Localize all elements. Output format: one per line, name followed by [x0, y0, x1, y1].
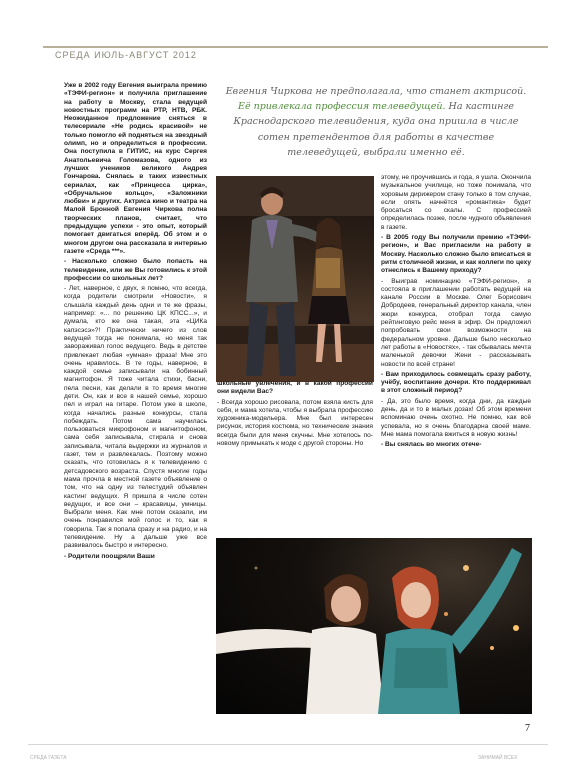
intro-paragraph: Уже в 2002 году Евгения выиграла премию «ТЭФИ-регион» и получила приглашение на работу в Москву, стала ведущей новостных программ на РТР, НТВ, РБК. Неожиданное предложение сняться в телесериале «Не родись красивой» не только помогло ей подняться на звездный олимп, но и определиться в профессии. Она поступила в ГИТИС, на курс Сергея Анатольевича Голомазова, одного из лучших учеников великого Андрея Гончарова. Снялась в таких известных сериалах, как «Принцесса цирка», «Обручальное кольцо», «Заложники любви» и других. Актриса кино и театра на Малой Бронной Евгения Чиркова полна творческих планов, считает, что предыдущие успехи - это опыт, который помогает двигаться вперёд. Об этом и о многом другом она рассказала в интервью газете «Среда ***».	[64, 82, 207, 255]
answer-2: - Всегда хорошо рисовала, потом взяла кисть для себя, и мама хотела, чтобы я выбрала профессию художника-модельера. Мне был интересен рисунок, история костюма, но технические знания всегда были для меня скучны. Мне хотелось по-новому примыкать к моде с другой стороны. Но	[217, 398, 373, 448]
pull-quote-highlight: Её привлекала профессия телеведущей.	[238, 101, 446, 113]
page-number: 7	[525, 723, 530, 734]
question-3: - В 2005 году Вы получили премию «ТЭФИ-регион», и Вас пригласили на работу в Москву. Насколько сложно было вписаться в ритм столичной жизни, и как коллеги по цеху отнеслись к Вашему приходу?	[381, 234, 531, 275]
photo-two-women	[216, 538, 532, 714]
question-2-end: школьные увлечения, и в какой профессии они видели Вас?	[217, 380, 373, 396]
pull-quote-line2: На кастинге Краснодарского телевидения, куда она пришла в числе сотен претендентов для работы в качестве телеведущей, выбрали именно её.	[233, 101, 519, 158]
answer-1: - Лет, наверное, с двух, я помню, что всегда, когда родители смотрели «Новости», я слышала каждый день одни и те же фразы, например: «... по решению ЦК КПСС...», и думала, кто же она такая, эта «ЦИКа капэсэсэ»?! Практически ничего из слов ведущей тогда не понимала, но меня так завораживал голос ведущего. Ведь в детстве привлекает любая «умная» фраза! Мне это очень нравилось. В те годы, наверное, в каждой семье записывали на бобинный магнитофон. Я тоже читала стихи, басни, пела песни, как делали в то время многие дети. Он, как и все в нашей семье, хорошо пел и играл на гитаре. Потом уже в школе, когда начались разные конкурсы, стала побеждать. Потом сама научилась пользоваться микрофоном и магнитофоном, сама себя записывала, стирала и снова записывала, читала выдержки из журналов и газет, тем и развлекалась. Поэтому можно сказать, что готовилась я к телевидению с детсадовского возраста. Спустя многие годы мама прочла в местной газете объявление о том, что на одну из телестудий объявлен кастинг ведущих. Я пришла в числе сотен ведущих, и все они – красавицы, умницы. Выбрали меня. Как мне потом сказали, им очень понравился мой голос и то, как я говорила. Так я попала сразу и на радио, и на телевидение. Ну а дальше уже все развивалось быстро и интересно.	[64, 285, 207, 550]
question-4: - Вам приходилось совмещать сразу работу, учёбу, воспитание дочери. Кто поддерживал в этот сложный период?	[381, 370, 531, 395]
middle-column	[217, 380, 373, 540]
section-header: СРЕДА ИЮЛЬ-АВГУСТ 2012	[55, 50, 197, 60]
question-2-start: - Родители поощряли Ваши	[64, 552, 155, 560]
answer-4: - Да, это было время, когда дни, да каждые день, да и то в малых дозах! Об этом времени вспоминаю очень охотно. Не помню, как всё успевала, но я очень благодарна своей маме. Мне мама помогала вжиться в новую жизнь!	[381, 397, 531, 438]
photo-couple-illustration	[216, 176, 374, 382]
answer-2-end: этому, не проучившись и года, я ушла. Окончила музыкальное училище, но тоже понимала, что хоровым дирижером стану только в том случае, если опять начнётся «романтика» будет бросаться со скалы. С профессией определилась позже, после чудного объявления в газете.	[381, 174, 531, 231]
photo-two-women-illustration	[216, 538, 532, 714]
photo-couple	[216, 176, 374, 382]
left-column	[64, 82, 207, 710]
question-1: - Насколько сложно было попасть на телевидение, или же Вы готовились к этой профессии со школьных лет?	[64, 258, 207, 282]
pull-quote-line1: Евгения Чиркова не предполагала, что станет актрисой.	[225, 86, 527, 97]
right-column	[381, 174, 531, 530]
footer-left-text: СРЕДА ГАЗЕТА	[30, 755, 67, 761]
answer-3: - Выиграв номинацию «ТЭФИ-регион», я состояла в приглашении работать ведущей на канале России в Москве. Олег Борисович Добродеев, генеральный директор канала, член жюри конкурса, отобрал тогда самую рейтинговую рейс меня в эфир. Он предложил попробовать свои возможности на федеральном уровне. Дальше было несколько лет работы в «Новостях», - так сбывалась мечта маленькой девочки Жени - рассказывать новости по всей стране!	[381, 277, 531, 368]
header-rule	[43, 46, 548, 48]
footer-right-text: ЗАНИМАЙ ВСЕХ	[478, 755, 518, 761]
pull-quote	[222, 84, 530, 168]
footer-rule	[28, 744, 548, 745]
question-5-start: - Вы снялась во многих отече-	[381, 441, 482, 449]
